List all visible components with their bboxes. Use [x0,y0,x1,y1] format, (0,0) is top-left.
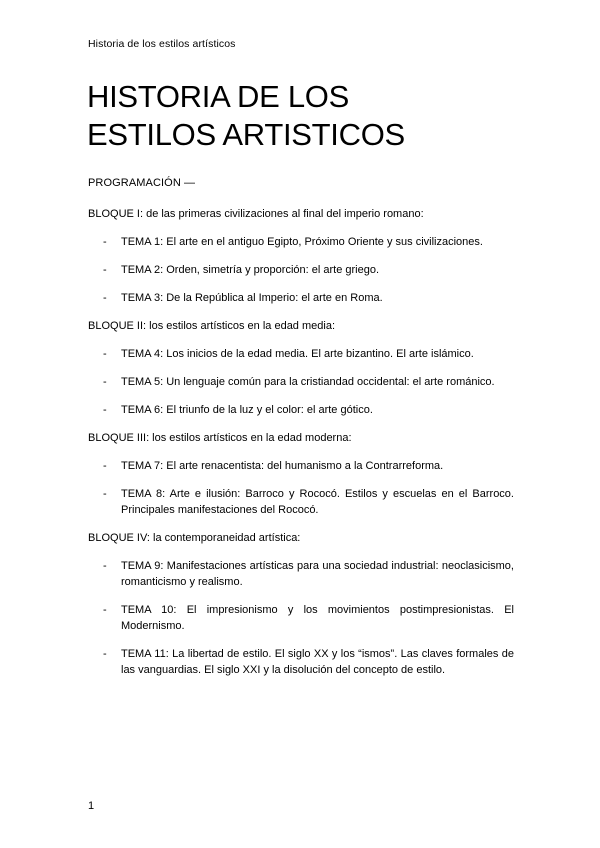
topic-text: TEMA 6: El triunfo de la luz y el color: el arte gótico. [121,404,373,416]
bullet-dash: - [103,404,107,416]
topic-text: TEMA 1: El arte en el antiguo Egipto, Próximo Oriente y sus civilizaciones. [121,236,483,248]
list-item [88,234,514,250]
block-1 [88,206,514,306]
bullet-dash: - [103,460,107,472]
block-heading: BLOQUE II: los estilos artísticos en la edad media: [88,320,336,332]
topic-text: TEMA 2: Orden, simetría y proporción: el arte griego. [121,264,380,276]
bullet-dash: - [103,560,107,572]
block-4 [88,530,514,678]
page-number: 1 [88,800,95,812]
page-title [87,78,527,154]
bullet-dash: - [103,264,107,276]
topic-list [88,558,514,678]
bullet-dash: - [103,604,107,616]
list-item [88,646,514,678]
topic-text: TEMA 10: El impresionismo y los movimientos postimpresionistas. El Modernismo. [121,604,514,632]
topic-text: TEMA 5: Un lenguaje común para la cristiandad occidental: el arte románico. [121,376,495,388]
block-heading: BLOQUE III: los estilos artísticos en la edad moderna: [88,432,352,444]
syllabus-content [88,206,514,690]
topic-text: TEMA 8: Arte e ilusión: Barroco y Rococó. Estilos y escuelas en el Barroco. Principales manifestaciones del Rococó. [121,488,514,516]
list-item [88,458,514,474]
block-heading: BLOQUE IV: la contemporaneidad artística: [88,532,301,544]
list-item [88,374,514,390]
bullet-dash: - [103,236,107,248]
topic-text: TEMA 7: El arte renacentista: del humanismo a la Contrarreforma. [121,460,444,472]
running-header: Historia de los estilos artísticos [88,38,236,50]
topic-text: TEMA 11: La libertad de estilo. El siglo XX y los “ismos”. Las claves formales de las vanguardias. El siglo XXI y la disolución del concepto de estilo. [121,648,514,676]
bullet-dash: - [103,488,107,500]
topic-list [88,346,514,418]
block-3 [88,430,514,518]
list-item [88,486,514,518]
list-item [88,346,514,362]
programacion-subtitle: PROGRAMACIÓN — [88,177,196,189]
bullet-dash: - [103,376,107,388]
list-item [88,290,514,306]
bullet-dash: - [103,648,107,660]
list-item [88,558,514,590]
list-item [88,262,514,278]
list-item [88,602,514,634]
list-item [88,402,514,418]
bullet-dash: - [103,348,107,360]
bullet-dash: - [103,292,107,304]
page-title-line-2: ESTILOS ARTISTICOS [87,117,405,152]
page-title-line-1: HISTORIA DE LOS [87,79,349,114]
topic-text: TEMA 4: Los inicios de la edad media. El arte bizantino. El arte islámico. [121,348,474,360]
block-2 [88,318,514,418]
topic-text: TEMA 9: Manifestaciones artísticas para una sociedad industrial: neoclasicismo, romanticismo y realismo. [121,560,514,588]
block-heading: BLOQUE I: de las primeras civilizaciones al final del imperio romano: [88,208,424,220]
topic-list [88,234,514,306]
topic-list [88,458,514,518]
topic-text: TEMA 3: De la República al Imperio: el arte en Roma. [121,292,383,304]
